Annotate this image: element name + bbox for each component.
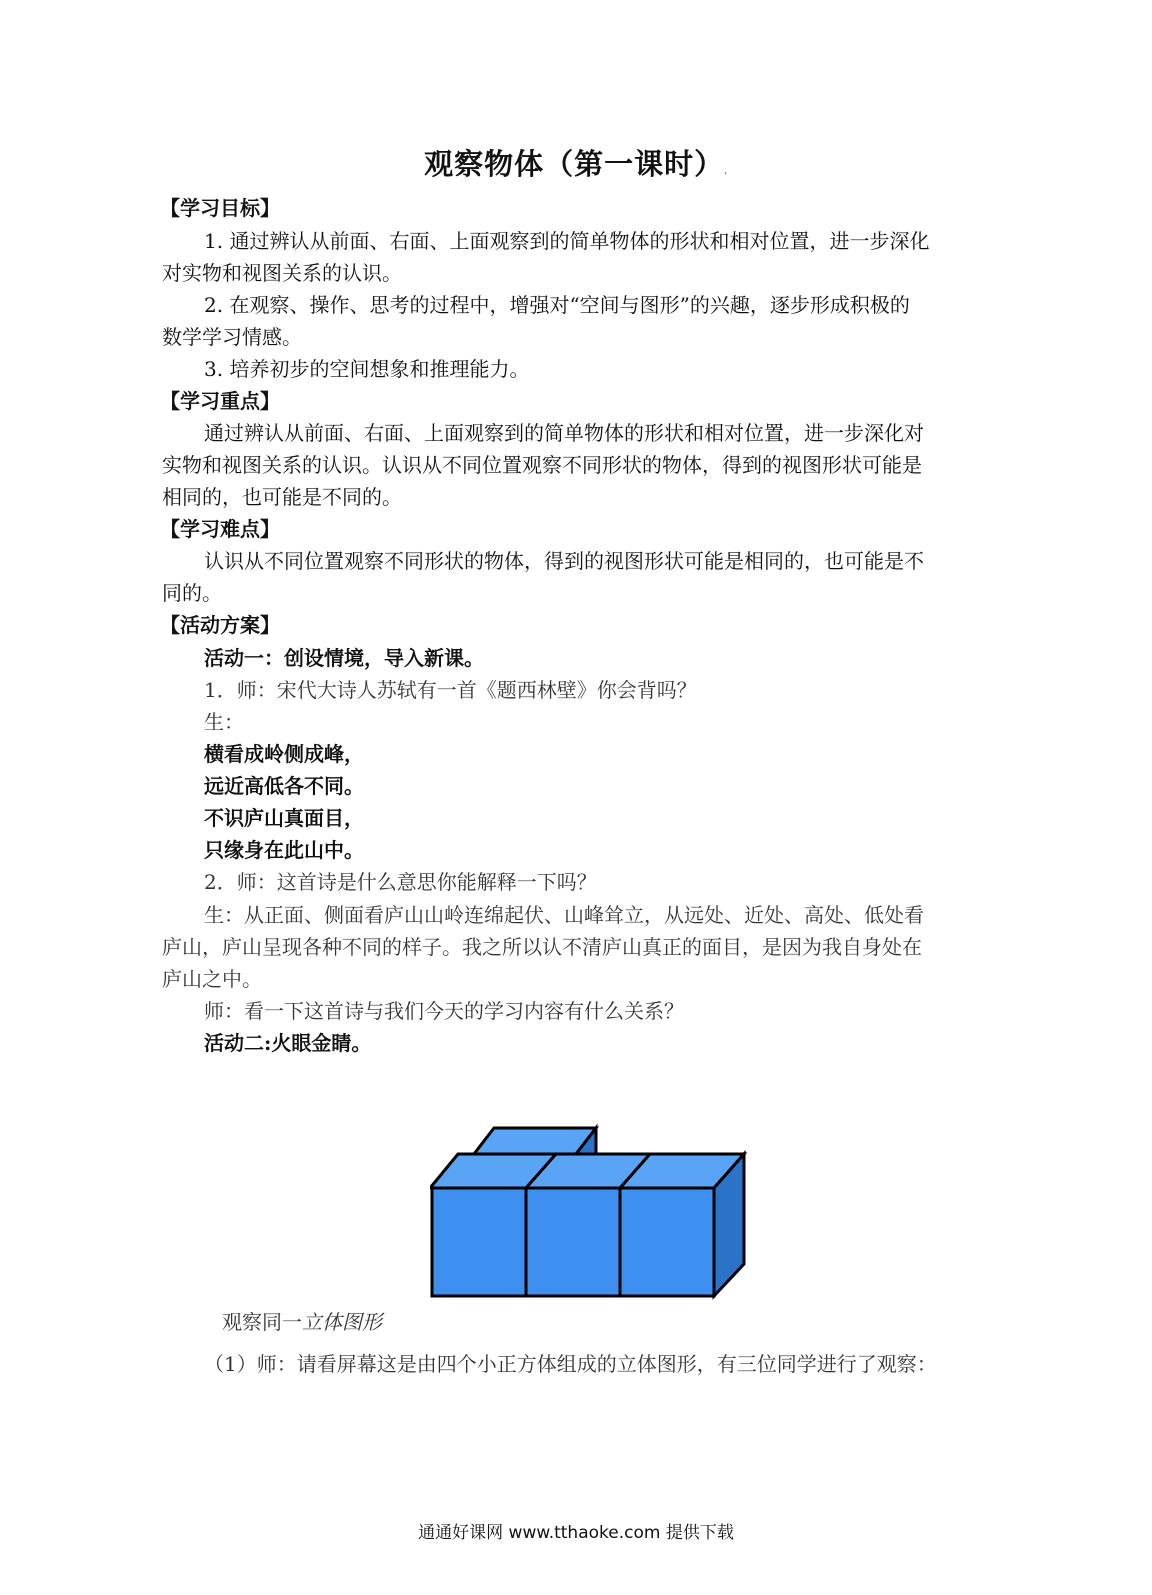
- front-face-3: [620, 1188, 714, 1296]
- activity-1-question-3: 师：看一下这首诗与我们今天的学习内容有什么关系？: [204, 999, 684, 1023]
- key-heading: 【学习重点】: [160, 389, 280, 413]
- goal-2-line-a: 2. 在观察、操作、思考的过程中，增强对“空间与图形”的兴趣，逐步形成积极的: [204, 293, 910, 317]
- goal-2-line-b: 数学学习情感。: [162, 325, 302, 349]
- difficulty-line-b: 同的。: [162, 581, 222, 605]
- activity-2-title: 活动二:火眼金睛。: [204, 1031, 372, 1055]
- goal-1-line-a: 1. 通过辨认从前面、右面、上面观察到的简单物体的形状和相对位置，进一步深化: [204, 229, 930, 253]
- front-face-2: [526, 1188, 620, 1296]
- activity-1-question-2: 2．师：这首诗是什么意思你能解释一下吗？: [204, 870, 597, 894]
- goal-1-line-b: 对实物和视图关系的认识。: [162, 261, 402, 285]
- key-line-c: 相同的，也可能是不同的。: [162, 485, 402, 509]
- paragraph-mark: .: [724, 166, 728, 176]
- difficulty-line-a: 认识从不同位置观察不同形状的物体，得到的视图形状可能是相同的，也可能是不: [204, 549, 924, 573]
- caption-plain: 观察同一: [222, 1310, 302, 1334]
- activity-1-student: 生：: [204, 710, 244, 734]
- key-line-b: 实物和视图关系的认识。认识从不同位置观察不同形状的物体，得到的视图形状可能是: [162, 453, 922, 477]
- footer-credit: 通通好课网 www.tthaoke.com 提供下载: [418, 1523, 734, 1543]
- page-title: [0, 142, 1152, 183]
- goal-3: 3. 培养初步的空间想象和推理能力。: [204, 357, 530, 381]
- answer-line-c: 庐山之中。: [162, 967, 262, 991]
- caption-italic: 立体图形: [302, 1310, 382, 1334]
- key-line-a: 通过辨认从前面、右面、上面观察到的简单物体的形状和相对位置，进一步深化对: [204, 421, 924, 445]
- activity-1-question-1: 1．师：宋代大诗人苏轼有一首《题西林壁》你会背吗？: [204, 678, 697, 702]
- figure-caption: [222, 1306, 382, 1335]
- goals-heading: 【学习目标】: [160, 196, 280, 220]
- difficulty-heading: 【学习难点】: [160, 517, 280, 541]
- plan-heading: 【活动方案】: [160, 613, 280, 637]
- answer-line-a: 生：从正面、侧面看庐山山岭连绵起伏、山峰耸立，从远处、近处、高处、低处看: [204, 903, 924, 927]
- closing-line: （1）师：请看屏幕这是由四个小正方体组成的立体图形，有三位同学进行了观察：: [204, 1352, 937, 1376]
- poem-line-4: 只缘身在此山中。: [204, 838, 364, 862]
- poem-line-3: 不识庐山真面目，: [204, 806, 364, 830]
- front-face-1: [432, 1188, 526, 1296]
- cube-figure: [430, 1122, 750, 1300]
- answer-line-b: 庐山，庐山呈现各种不同的样子。我之所以认不清庐山真正的面目，是因为我自身处在: [162, 935, 922, 959]
- poem-line-2: 远近高低各不同。: [204, 774, 364, 798]
- page-title-text: 观察物体（第一课时）: [424, 147, 725, 181]
- activity-1-title: 活动一：创设情境，导入新课。: [204, 646, 484, 670]
- poem-line-1: 横看成岭侧成峰，: [204, 742, 364, 766]
